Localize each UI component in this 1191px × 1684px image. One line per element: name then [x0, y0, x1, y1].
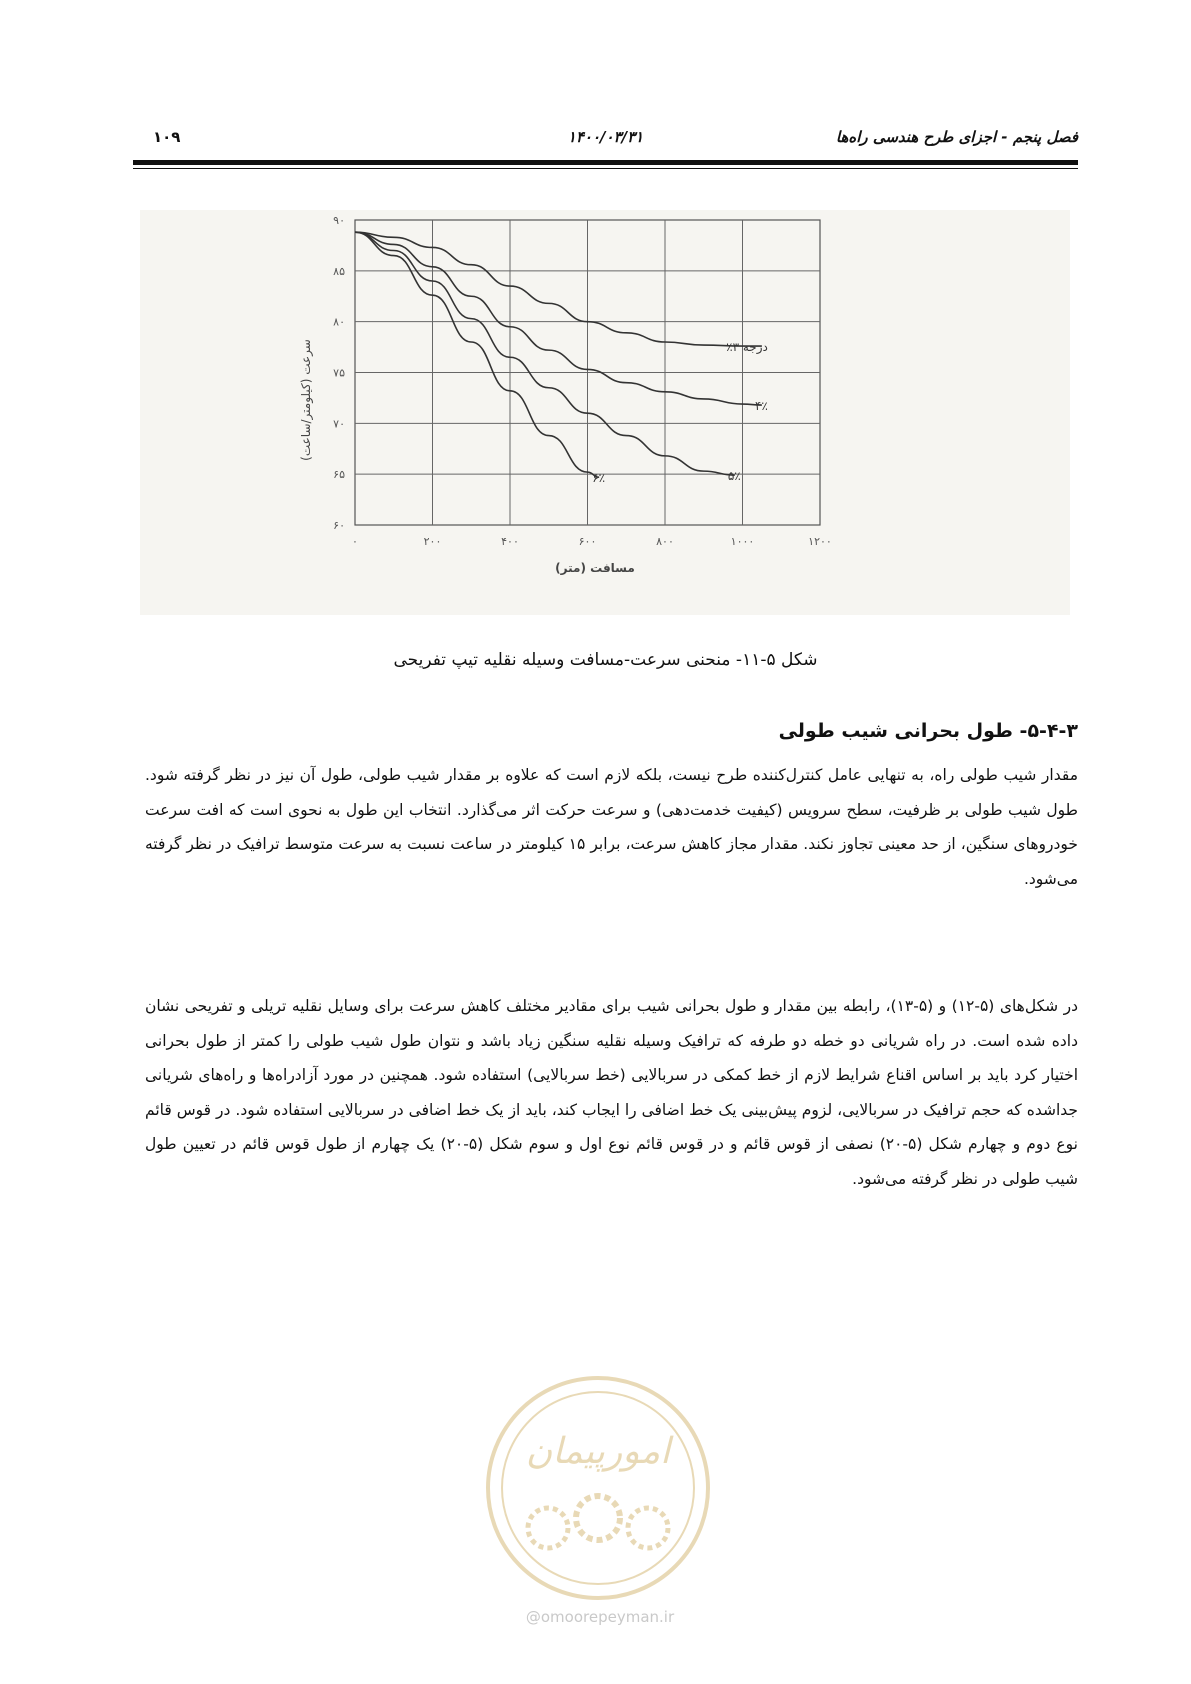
- page-number: ۱۰۹: [153, 128, 181, 146]
- x-tick-label: ۶۰۰: [578, 535, 597, 548]
- y-tick-label: ۹۰: [333, 214, 345, 227]
- y-tick-label: ۷۵: [333, 366, 345, 380]
- x-tick-label: ۱۲۰۰: [808, 535, 832, 548]
- y-tick-label: ۷۰: [333, 417, 345, 431]
- y-tick-label: ۸۰: [333, 315, 345, 329]
- y-tick-label: ۶۵: [333, 468, 345, 482]
- y-axis-label: سرعت (کیلومتر/ساعت): [299, 339, 313, 461]
- series-label: ۴٪: [754, 399, 768, 414]
- header-date: ۱۴۰۰/۰۳/۳۱: [567, 128, 644, 146]
- watermark-logo: [478, 1368, 718, 1608]
- paragraph-2: در شکل‌های (۵-۱۲) و (۵-۱۳)، رابطه بین مقدار و طول بحرانی شیب برای مقادیر مختلف کاهش سرعت برای وسایل نقلیه تریلی و تفریحی نشان داده شده است. در راه شریانی دو خطه دو طرفه که ترافیک وسیله نقلیه سنگین زیاد باشد و نتوان طول شیب طولی را کمتر از طول بحرانی اختیار کرد باید بر اساس اقناع شرایط لازم از خط کمکی در سربالایی (خط سربالایی) استفاده شود. همچنین در مورد آزادراه‌ها و راه‌های شریانی جداشده که حجم ترافیک در سربالایی، لزوم پیش‌بینی یک خط اضافی را ایجاب کند، باید از یک خط اضافی در سربالایی استفاده شود. در قوس قائم نوع دوم و چهارم شکل (۵-۲۰) نصفی از قوس قائم و در قوس قائم نوع اول و سوم شکل (۵-۲۰) یک چهارم از طول قوس قائم در تعیین طول شیب طولی در نظر گرفته می‌شود.: [145, 997, 1079, 1188]
- figure-caption: شکل ۵-۱۱- منحنی سرعت-مسافت وسیله نقلیه تیپ تفریحی: [393, 650, 818, 670]
- series-label: ۶٪: [592, 471, 606, 486]
- x-tick-label: ۲۰۰: [423, 535, 442, 548]
- speed-distance-chart: [140, 210, 1070, 615]
- y-tick-label: ۶۰: [333, 519, 345, 532]
- series-line: [355, 232, 762, 405]
- x-tick-label: ۱۰۰۰: [730, 535, 755, 548]
- watermark-url: @omoorepeyman.ir: [525, 1608, 675, 1626]
- x-tick-label: ۴۰۰: [501, 535, 519, 548]
- series-line: [355, 232, 735, 475]
- series-label: ۵٪: [727, 469, 741, 484]
- chapter-title: فصل پنجم - اجزای طرح هندسی راه‌ها: [835, 128, 1078, 146]
- x-tick-label: ۸۰۰: [656, 535, 674, 548]
- header-rule-thick: [133, 160, 1078, 165]
- section-title: ۵-۴-۳- طول بحرانی شیب طولی: [778, 720, 1078, 742]
- watermark-brand: امورپیمان: [525, 1431, 671, 1472]
- paragraph-1: مقدار شیب طولی راه، به تنهایی عامل کنترل‌کننده طرح نیست، بلکه لازم است که علاوه بر مقدار شیب طولی، طول آن نیز در نظر گرفته شود. طول شیب طولی بر ظرفیت، سطح سرویس (کیفیت خدمت‌دهی) و سرعت حرکت اثر می‌گذارد. انتخاب این طول به نحوی است که افت سرعت خودروهای سنگین، از حد معینی تجاوز نکند. مقدار مجاز کاهش سرعت، برابر ۱۵ کیلومتر در ساعت نسبت به سرعت متوسط ترافیک در نظر گرفته می‌شود.: [145, 766, 1078, 888]
- y-tick-label: ۸۵: [333, 264, 345, 278]
- series-line: [355, 232, 762, 346]
- x-axis-label: مسافت (متر): [555, 561, 635, 575]
- page-header: [133, 128, 1078, 150]
- header-rule-thin: [133, 168, 1078, 169]
- speed-distance-figure: [140, 210, 1070, 615]
- x-tick-label: ۰: [352, 535, 358, 548]
- series-label: درجه ۳٪: [726, 340, 768, 355]
